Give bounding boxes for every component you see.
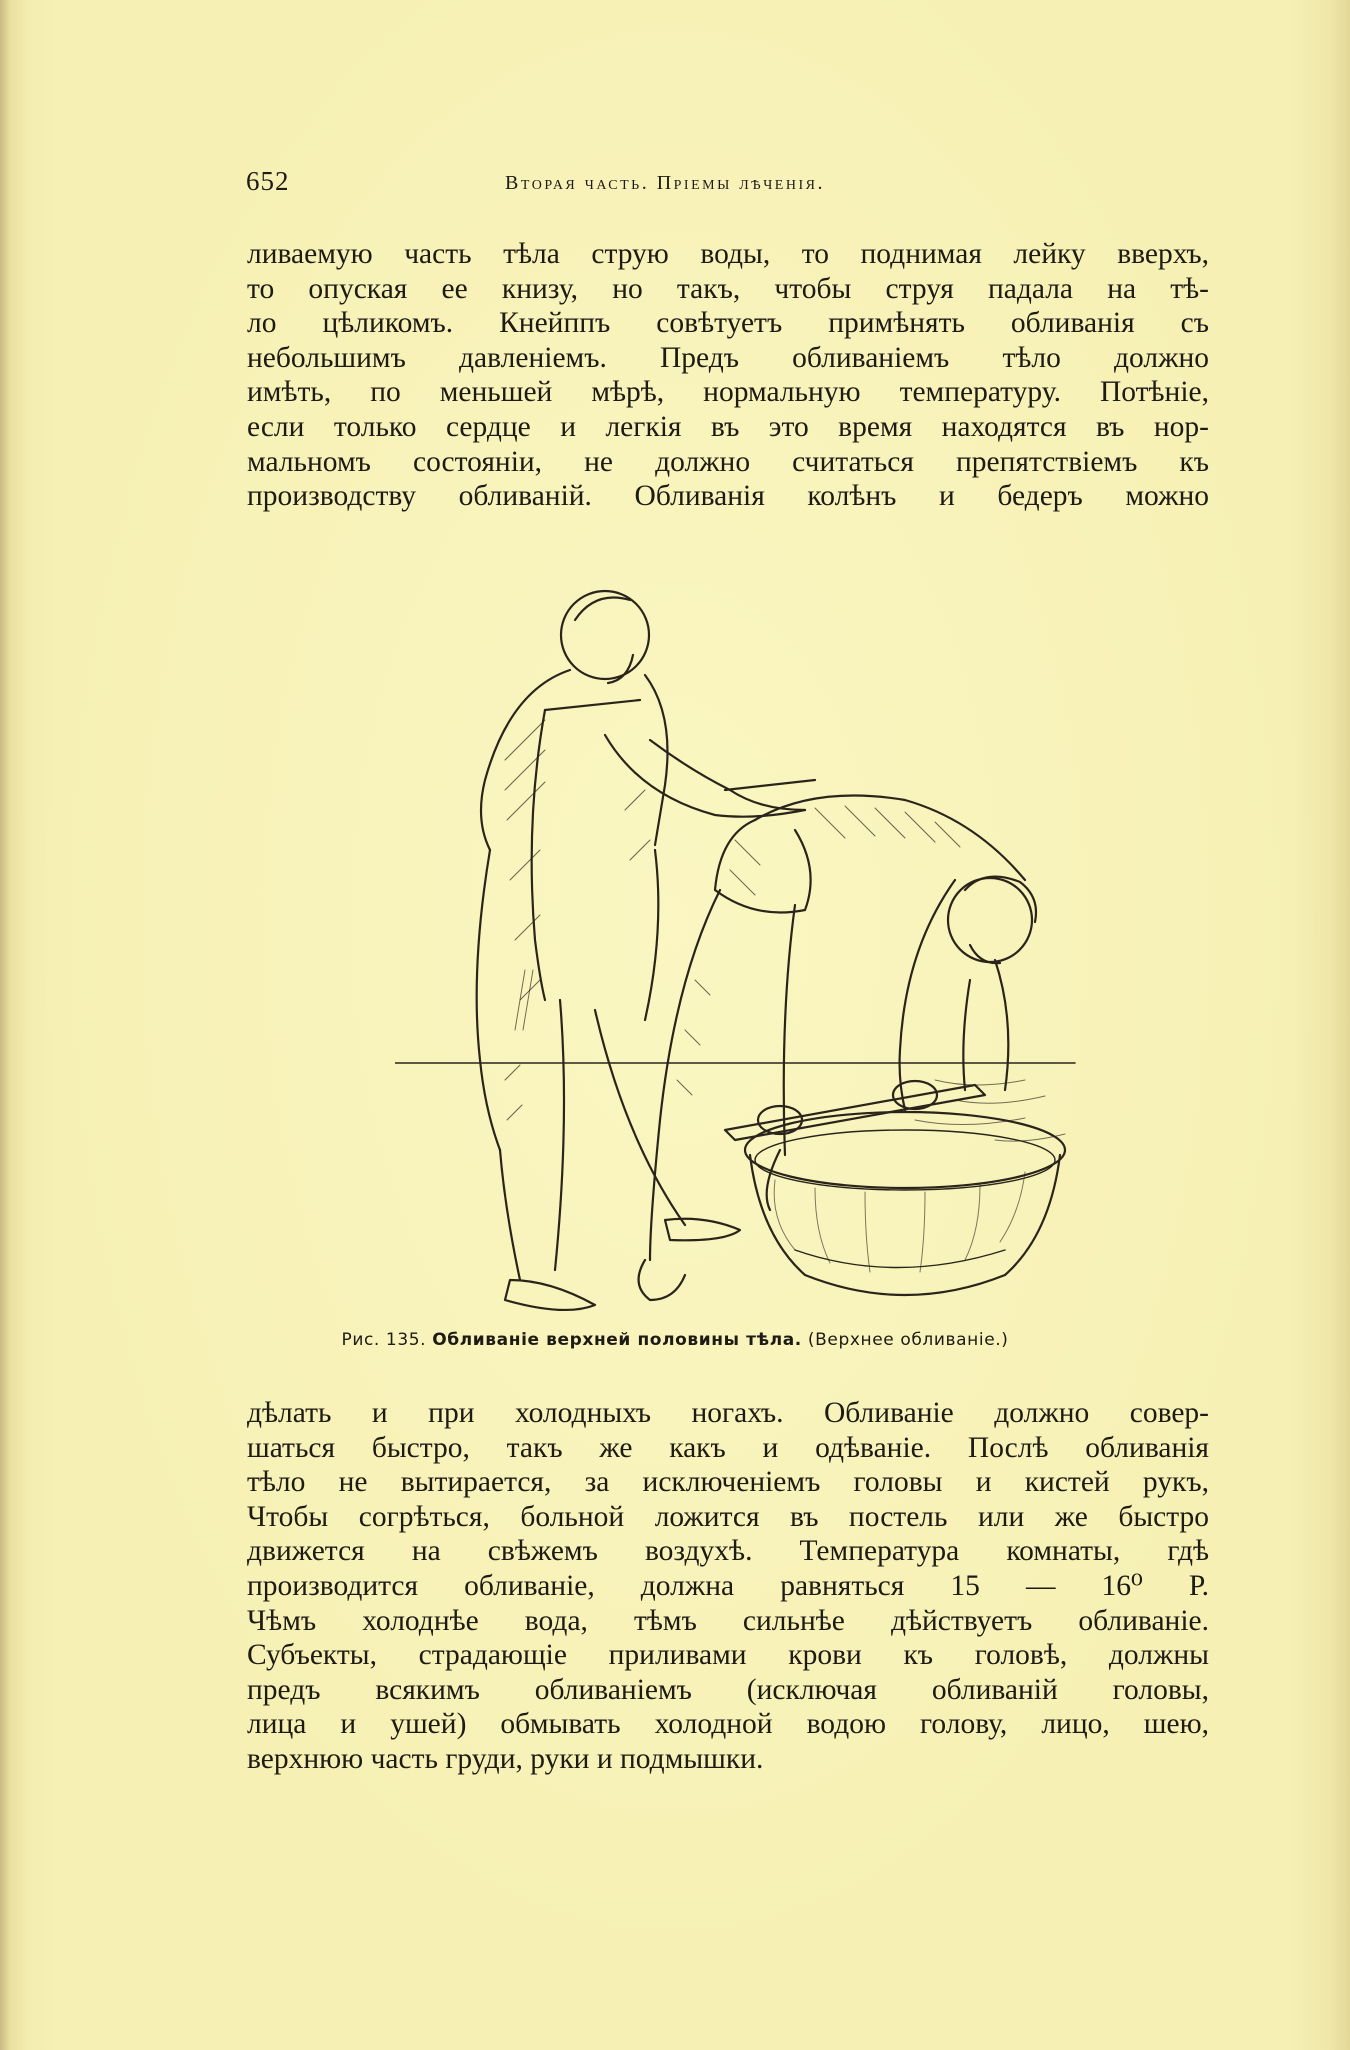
text-line: имѣть, по меньшей мѣрѣ, нормальную температуру. Потѣніе, (247, 376, 1209, 409)
engraving-illustration (395, 560, 1095, 1320)
figure-caption (0, 1330, 1350, 1350)
text-line: ливаемую часть тѣла струю воды, то поднимая лейку вверхъ, (247, 238, 1209, 270)
figure-number: Рис. 135. (341, 1330, 427, 1350)
page-number: 652 (246, 166, 290, 196)
text-line: предъ всякимъ обливаніемъ (исключая обливаній головы, (247, 1673, 1209, 1706)
text-line: верхнюю часть груди, руки и подмышки. (247, 1742, 764, 1775)
text-line: мальномъ состояніи, не должно считаться препятствіемъ къ (247, 445, 1209, 478)
text-line: Субъекты, страдающіе приливами крови къ головѣ, должны (247, 1639, 1209, 1672)
text-line: шаться быстро, такъ же какъ и одѣваніе. Послѣ обливанія (247, 1431, 1209, 1464)
text-line: тѣло не вытирается, за исключеніемъ головы и кистей рукъ, (247, 1466, 1209, 1499)
text-line: Чѣмъ холоднѣе вода, тѣмъ сильнѣе дѣйствуетъ обливаніе. (247, 1604, 1209, 1637)
running-head-title: Вторая часть. Пріемы лѣченія. (505, 172, 825, 194)
text-line: если только сердце и легкія въ это время находятся въ нор- (247, 410, 1209, 443)
engraving-drawing (395, 560, 1095, 1320)
text-line: производится обливаніе, должна равняться 15 — 16⁰ Р. (247, 1569, 1209, 1602)
text-line: производству обливаній. Обливанія колѣнъ и бедеръ можно (247, 480, 1209, 513)
paragraph-top (247, 237, 1209, 514)
figure-title: Обливаніе верхней половины тѣла. (432, 1330, 802, 1350)
figure-subtitle: (Верхнее обливаніе.) (807, 1330, 1009, 1350)
text-line: небольшимъ давленіемъ. Предъ обливаніемъ тѣло должно (247, 341, 1209, 374)
text-line: движется на свѣжемъ воздухѣ. Температура комнаты, гдѣ (247, 1535, 1209, 1568)
running-head (0, 166, 1350, 206)
text-line: лица и ушей) обмывать холодной водою голову, лицо, шею, (247, 1708, 1209, 1741)
text-line: ло цѣликомъ. Кнейппъ совѣтуетъ примѣнять обливанія съ (247, 307, 1209, 340)
text-line: дѣлать и при холодныхъ ногахъ. Обливаніе должно совер- (247, 1397, 1209, 1429)
text-line: то опуская ее книзу, но такъ, чтобы струя падала на тѣ- (247, 272, 1209, 305)
paragraph-bottom (247, 1396, 1209, 1777)
text-line: Чтобы согрѣться, больной ложится въ постель или же быстро (247, 1500, 1209, 1533)
